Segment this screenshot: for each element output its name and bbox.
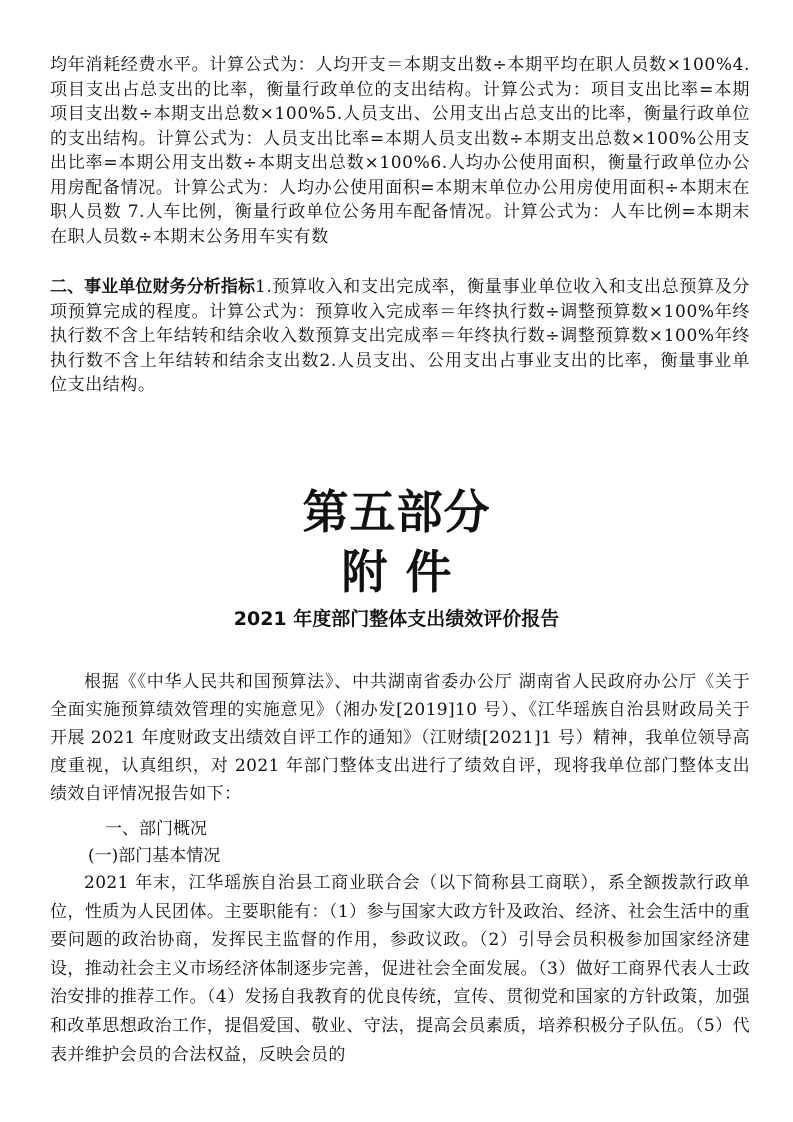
- appendix-title: 附件: [341, 545, 470, 599]
- basic-info-paragraph: 2021 年末，江华瑶族自治县工商业联合会（以下简称县工商联），系全额拨款行政单位，性质为人民团体。主要职能有：（1）参与国家大政方针及政治、经济、社会生活中的重要问题的政治协商，发挥民主监督的作用，参政议政。（2）引导会员积极参加国家经济建设，推动社会主义市场经济体制逐步完善，促进社会全面发展。（3）做好工商界代表人士政治安排的推荐工作。（4）发扬自我教育的优良传统，宣传、贯彻党和国家的方针政策，加强和改革思想政治工作，提倡爱国、敬业、守法，提高会员素质，培养积极分子队伍。（5）代表并维护会员的合法权益，反映会员的: [50, 873, 750, 1065]
- indicator-formulas-paragraph: 均年消耗经费水平。计算公式为：人均开支＝本期支出数÷本期平均在职人员数×100%4.项目支出占总支出的比率，衡量行政单位的支出结构。计算公式为：项目支出比率=本期项目支出数÷本期支出总数×100%5.人员支出、公用支出占总支出的比率，衡量行政单位的支出结构。计算公式为：人员支出比率=本期人员支出数÷本期支出总数×100%公用支出比率=本期公用支出数÷本期支出总数×100%6.人均办公使用面积，衡量行政单位办公用房配备情况。计算公式为：人均办公使用面积=本期末单位办公用房使用面积÷本期末在职人员数 7.人车比例，衡量行政单位公务用车配备情况。计算公式为：人车比例=本期末在职人员数÷本期末公务用车实有数: [50, 55, 750, 247]
- section-heading-institution-indicators: 二、事业单位财务分析指标: [50, 277, 256, 297]
- institution-indicators-paragraph: [50, 275, 750, 398]
- part-title: 第五部分: [302, 485, 491, 539]
- report-title: 2021 年度部门整体支出绩效评价报告: [233, 608, 560, 630]
- subsection-heading-basic-info: (一)部门基本情况: [88, 846, 221, 866]
- section-heading-department-overview: 一、部门概况: [105, 819, 207, 839]
- intro-paragraph: 根据《《中华人民共和国预算法》、中共湖南省委办公厅 湖南省人民政府办公厅《关于全面实施预算绩效管理的实施意见》（湘办发[2019]10 号）、《江华瑶族自治县财政局关于开展 2021 年度财政支出绩效自评工作的通知》（江财绩[2021]1 号）精神，我单位领导高度重视，认真组织，对 2021 年部门整体支出进行了绩效自评，现将我单位部门整体支出绩效自评情况报告如下：: [50, 672, 750, 804]
- institution-indicators-text: 1.预算收入和支出完成率，衡量事业单位收入和支出总预算及分项预算完成的程度。计算公式为：预算收入完成率＝年终执行数÷调整预算数×100%年终执行数不含上年结转和结余收入数预算支出完成率＝年终执行数÷调整预算数×100%年终执行数不含上年结转和结余支出数2.人员支出、公用支出占事业支出的比率，衡量事业单位支出结构。: [50, 277, 751, 395]
